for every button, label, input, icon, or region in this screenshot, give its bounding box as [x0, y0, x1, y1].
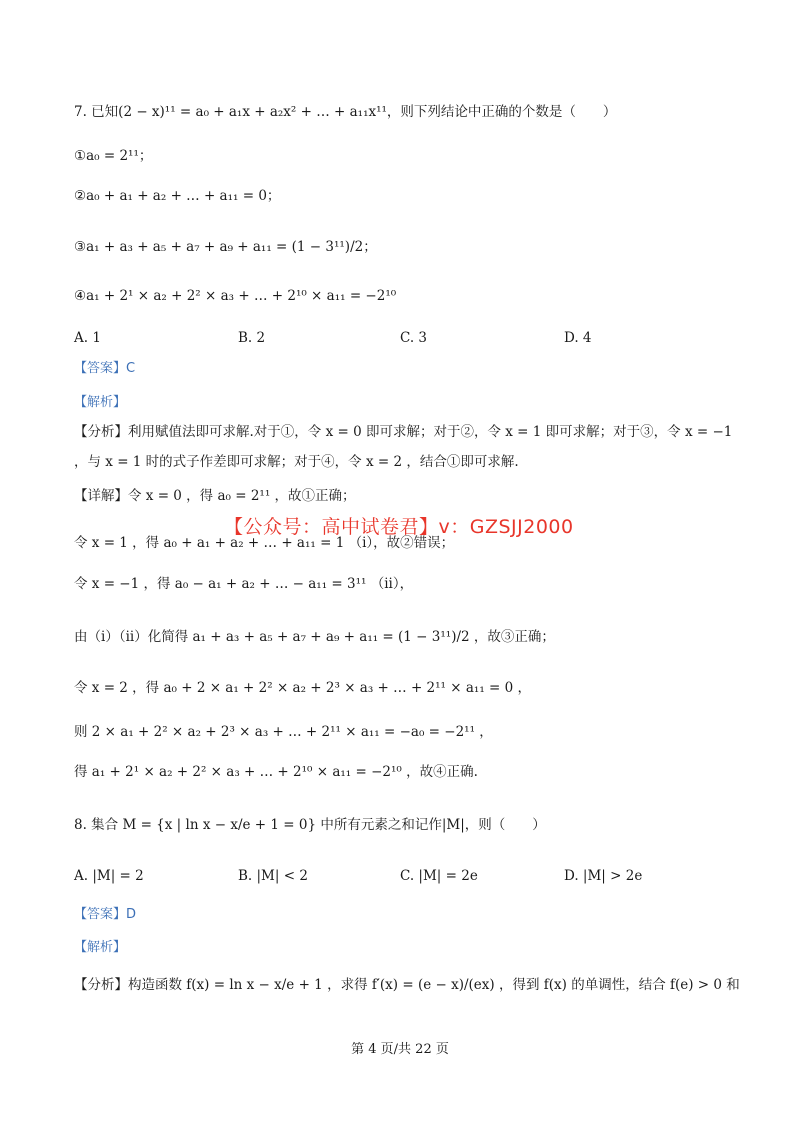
q8-analysis-label: 【解析】	[74, 940, 127, 955]
q8-analysis-line: 【分析】构造函数 f(x) = ln x − x/e + 1 ，求得 f′(x) = (e − x)/(ex) ，得到 f(x) 的单调性，结合 f(e) > 0 和	[74, 977, 740, 993]
q7-analysis-heading	[74, 392, 126, 413]
q7-analysis-label: 【解析】	[74, 395, 127, 410]
q7-detail-line-1: 【详解】令 x = 0 ，得 a₀ = 2¹¹ ，故①正确；	[74, 488, 356, 504]
q7-analysis-line-2: ，与 x = 1 时的式子作差即可求解；对于④，令 x = 2 ，结合①即可求解.	[74, 454, 519, 470]
q7-detail-line-3: 令 x = −1 ，得 a₀ − a₁ + a₂ + … − a₁₁ = 3¹¹ （ii），	[74, 576, 414, 592]
q7-detail-line-2: 令 x = 1 ，得 a₀ + a₁ + a₂ + … + a₁₁ = 1 （i），故②错误；	[74, 535, 455, 551]
q8-option-c: C. |M| = 2e	[400, 868, 478, 884]
q8-analysis-heading	[74, 937, 126, 958]
q7-statement-2: ②a₀ + a₁ + a₂ + … + a₁₁ = 0；	[74, 188, 281, 204]
q7-detail-line-7: 得 a₁ + 2¹ × a₂ + 2² × a₃ + … + 2¹⁰ × a₁₁ = −2¹⁰ ，故④正确.	[74, 764, 478, 780]
q7-answer	[74, 358, 135, 379]
q7-detail-line-6: 则 2 × a₁ + 2² × a₂ + 2³ × a₃ + … + 2¹¹ × a₁₁ = −a₀ = −2¹¹ ，	[74, 724, 493, 740]
q7-statement-1: ①a₀ = 2¹¹；	[74, 148, 153, 164]
q7-statement-3: ③a₁ + a₃ + a₅ + a₇ + a₉ + a₁₁ = (1 − 3¹¹)/2；	[74, 239, 377, 255]
q7-option-a: A. 1	[74, 330, 101, 346]
q7-option-d: D. 4	[564, 330, 592, 346]
q7-detail-line-4: 由（i）（ii）化简得 a₁ + a₃ + a₅ + a₇ + a₉ + a₁₁ = (1 − 3¹¹)/2 ，故③正确；	[74, 629, 555, 645]
page-footer: 第 4 页/共 22 页	[351, 1042, 449, 1057]
q7-option-b: B. 2	[238, 330, 266, 346]
q8-answer	[74, 904, 136, 925]
q8-option-a: A. |M| = 2	[74, 868, 144, 884]
q8-answer-label: 【答案】D	[74, 907, 137, 922]
q7-analysis-line-1: 【分析】利用赋值法即可求解.对于①，令 x = 0 即可求解；对于②，令 x = 1 即可求解；对于③，令 x = −1	[74, 424, 733, 440]
q8-option-d: D. |M| > 2e	[564, 868, 643, 884]
q8-stem: 8. 集合 M = {x | ln x − x/e + 1 = 0} 中所有元素之和记作|M|，则（ ）	[74, 817, 546, 833]
q8-option-b: B. |M| < 2	[238, 868, 308, 884]
q7-answer-label: 【答案】C	[74, 361, 136, 376]
q7-option-c: C. 3	[400, 330, 428, 346]
q7-statement-4: ④a₁ + 2¹ × a₂ + 2² × a₃ + … + 2¹⁰ × a₁₁ = −2¹⁰	[74, 288, 397, 304]
watermark-text: 【公众号：高中试卷君】v：GZSJJ2000	[224, 516, 574, 538]
q7-detail-line-5: 令 x = 2 ，得 a₀ + 2 × a₁ + 2² × a₂ + 2³ × a₃ + … + 2¹¹ × a₁₁ = 0 ，	[74, 680, 532, 696]
q7-stem: 7. 已知(2 − x)¹¹ = a₀ + a₁x + a₂x² + … + a₁₁x¹¹，则下列结论中正确的个数是（ ）	[74, 104, 617, 120]
